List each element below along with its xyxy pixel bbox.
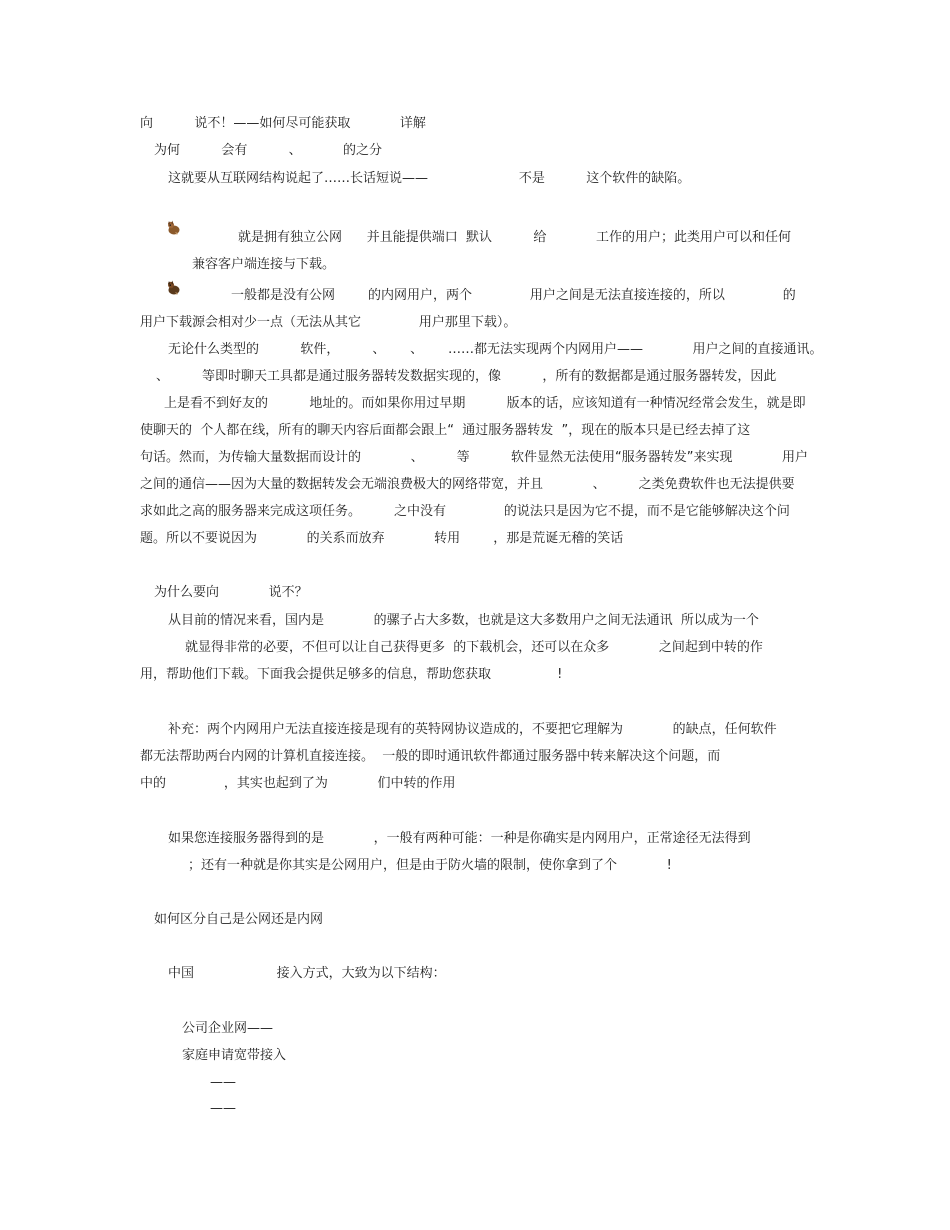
supplement-line: 都无法帮助两台内网的计算机直接连接。 一般的即时通讯软件都通过服务器中转来解决这个问题，而 bbox=[140, 749, 721, 764]
paragraph-line: 之间的通信——因为大量的数据转发会无端浪费极大的网络带宽，并且 、 之类免费软件也无法提供要 bbox=[140, 477, 795, 492]
section-heading-distinguish: 如何区分自己是公网还是内网 bbox=[154, 912, 324, 927]
structure-home: 家庭申请宽带接入 bbox=[182, 1048, 287, 1063]
page-title: 向 说不！——如何尽可能获取 详解 bbox=[140, 116, 426, 131]
structure-company: 公司企业网—— bbox=[182, 1021, 274, 1036]
paragraph-line: 就显得非常的必要，不但可以让自己获得更多 的下载机会，还可以在众多 之间起到中转的作 bbox=[185, 640, 763, 655]
mule-icon bbox=[166, 280, 182, 296]
public-user-line-2: 兼容客户端连接与下载。 bbox=[192, 257, 336, 272]
intro-paragraph: 这就要从互联网结构说起了……长话短说—— 不是 这个软件的缺陷。 bbox=[168, 171, 691, 186]
public-user-line-1: 就是拥有独立公网 并且能提供端口 默认 给 工作的用户；此类用户可以和任何 bbox=[238, 230, 791, 245]
mule-icon bbox=[166, 220, 182, 236]
structure-intro: 中国 接入方式，大致为以下结构： bbox=[168, 966, 446, 981]
structure-dash: —— bbox=[210, 1101, 236, 1116]
paragraph-line: 使聊天的 个人都在线，所有的聊天内容后面都会跟上“ 通过服务器转发 ”，现在的版本只是已经去掉了这 bbox=[140, 423, 751, 438]
paragraph-line: 、 等即时聊天工具都是通过服务器转发数据实现的，像 ，所有的数据都是通过服务器转发，因此 bbox=[156, 369, 777, 384]
page-subtitle: 为何 会有 、 的之分 bbox=[154, 143, 382, 158]
paragraph-line: 上是看不到好友的 地址的。而如果你用过早期 版本的话，应该知道有一种情况经常会发生，就是即 bbox=[164, 396, 806, 411]
paragraph-line: ；还有一种就是你其实是公网用户，但是由于防火墙的限制，使你拿到了个 ! bbox=[188, 858, 672, 873]
paragraph-line: 求如此之高的服务器来完成这项任务。 之中没有 的说法只是因为它不提，而不是它能够解决这个问 bbox=[140, 504, 790, 519]
paragraph-line: 无论什么类型的 软件， 、 、 ……都无法实现两个内网用户—— 用户之间的直接通讯。 bbox=[168, 342, 823, 357]
internal-user-line-2: 用户下载源会相对少一点（无法从其它 用户那里下载）。 bbox=[140, 315, 517, 330]
structure-dash: —— bbox=[210, 1075, 236, 1090]
paragraph-line: 题。所以不要说因为 的关系而放弃 转用 ，那是荒诞无稽的笑话 bbox=[140, 531, 624, 546]
paragraph-line: 如果您连接服务器得到的是 ，一般有两种可能：一种是你确实是内网用户，正常途径无法得到 bbox=[168, 831, 751, 846]
supplement-line: 补充：两个内网用户无法直接连接是现有的英特网协议造成的，不要把它理解为 的缺点，任何软件 bbox=[168, 722, 777, 737]
supplement-line: 中的 ，其实也起到了为 们中转的作用 bbox=[140, 776, 456, 791]
paragraph-line: 句话。然而，为传输大量数据而设计的 、 等 软件显然无法使用“服务器转发”来实现 用户 bbox=[140, 450, 809, 465]
paragraph-line: 从目前的情况来看，国内是 的骡子占大多数，也就是这大多数用户之间无法通讯 所以成为一个 bbox=[168, 613, 759, 628]
section-heading-why: 为什么要向 说不？ bbox=[154, 585, 308, 600]
internal-user-line-1: 一般都是没有公网 的内网用户，两个 用户之间是无法直接连接的，所以 的 bbox=[231, 288, 796, 303]
paragraph-line: 用，帮助他们下载。下面我会提供足够多的信息，帮助您获取 ! bbox=[140, 667, 563, 682]
